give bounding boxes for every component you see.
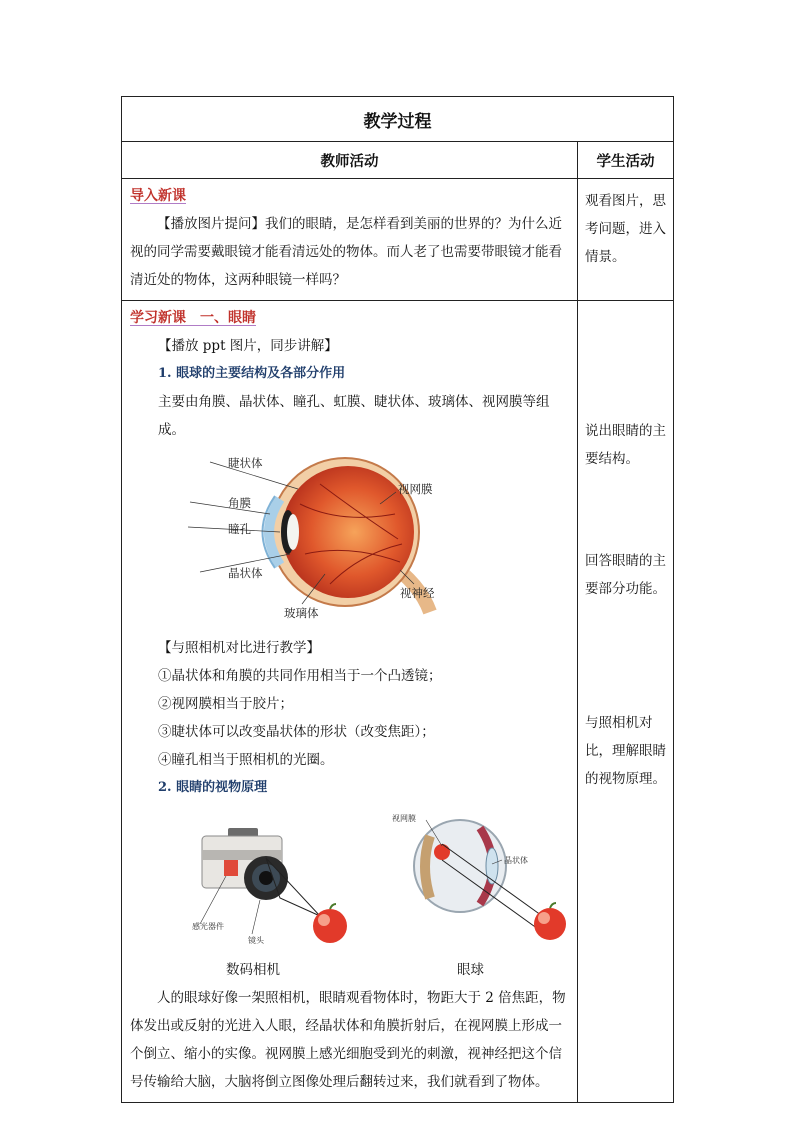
point-2: ②视网膜相当于胶片； xyxy=(158,696,293,712)
intro-teacher-cell xyxy=(122,179,578,301)
label-pupil: 瞳孔 xyxy=(228,522,251,536)
eye-anatomy-drawing xyxy=(130,444,570,634)
caption-eyeball: 眼球 xyxy=(457,962,484,978)
label-eye-lens: 晶状体 xyxy=(504,856,528,865)
label-vitreous: 玻璃体 xyxy=(284,606,319,620)
label-retina: 视网膜 xyxy=(398,482,433,496)
intro-student-cell xyxy=(578,179,674,301)
label-line-camera-lens xyxy=(252,900,260,934)
student-note-function: 回答眼睛的主要部分功能。 xyxy=(585,553,666,597)
subheading-principle: 2. 眼睛的视物原理 xyxy=(158,780,268,795)
label-sensor: 感光器件 xyxy=(192,922,224,931)
lesson-heading: 学习新课 一、眼睛 xyxy=(130,310,256,326)
lesson-student-cell xyxy=(578,301,674,1103)
figure-captions xyxy=(130,956,569,984)
intro-heading: 导入新课 xyxy=(130,188,186,204)
structure-text: 主要由角膜、晶状体、瞳孔、虹膜、睫状体、玻璃体、视网膜等组成。 xyxy=(158,394,550,438)
camera-eye-figure xyxy=(130,806,569,956)
point-1: ①晶状体和角膜的共同作用相当于一个凸透镜； xyxy=(158,668,442,684)
point-3: ③睫状体可以改变晶状体的形状（改变焦距）； xyxy=(158,724,435,740)
label-lens: 晶状体 xyxy=(228,566,263,580)
point-4: ④瞳孔相当于照相机的光圈。 xyxy=(158,752,334,768)
intro-student-text: 观看图片，思考问题，进入情景。 xyxy=(585,193,666,265)
ppt-note: 【播放 ppt 图片，同步讲解】 xyxy=(158,338,338,354)
label-cornea: 角膜 xyxy=(228,496,251,510)
page-title: 教学过程 xyxy=(122,97,674,142)
label-ciliary: 睫状体 xyxy=(228,456,263,470)
caption-camera: 数码相机 xyxy=(226,962,280,978)
compare-note: 【与照相机对比进行教学】 xyxy=(158,640,320,656)
lesson-teacher-cell xyxy=(122,301,578,1103)
label-camera-lens: 镜头 xyxy=(248,936,264,945)
student-note-principle: 与照相机对比，理解眼睛的视物原理。 xyxy=(585,715,666,787)
intro-text: 【播放图片提问】我们的眼睛，是怎样看到美丽的世界的？为什么近视的同学需要戴眼镜才能看清远处的物体。而人老了也需要带眼镜才能看清近处的物体，这两种眼镜一样吗？ xyxy=(130,216,562,288)
teacher-header: 教师活动 xyxy=(122,142,578,179)
eye-anatomy-figure xyxy=(130,444,569,634)
subheading-structure: 1. 眼球的主要结构及各部分作用 xyxy=(158,366,346,381)
student-header: 学生活动 xyxy=(578,142,674,179)
student-note-structure: 说出眼睛的主要结构。 xyxy=(585,423,666,467)
camera-eye-drawing xyxy=(130,806,570,956)
lesson-table xyxy=(121,96,674,1103)
label-eye-retina: 视网膜 xyxy=(392,814,416,823)
principle-text: 人的眼球好像一架照相机，眼睛观看物体时，物距大于 2 倍焦距，物体发出或反射的光进入人眼，经晶状体和角膜折射后，在视网膜上形成一个倒立、缩小的实像。视网膜上感光细胞受到光的刺激，视神经把这个信号传输给大脑，大脑将倒立图像处理后翻转过来，我们就看到了物体。 xyxy=(130,990,566,1090)
label-nerve: 视神经 xyxy=(400,586,435,600)
